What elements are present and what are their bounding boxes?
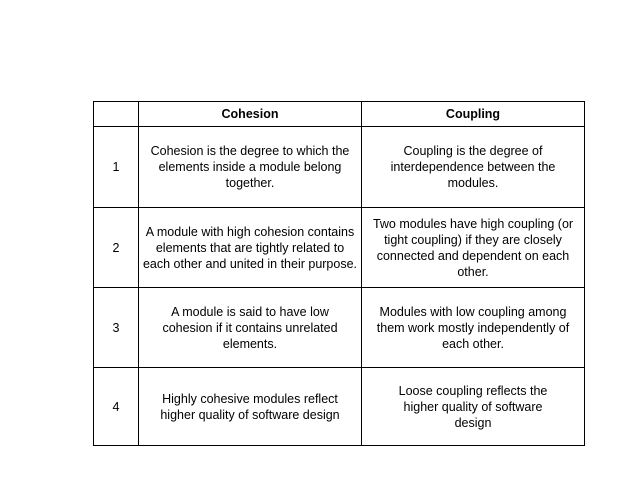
coupling-text: Loose coupling reflects the higher quality of software design [398, 383, 548, 430]
cohesion-cell [139, 288, 362, 368]
row-number: 3 [94, 288, 139, 368]
header-row [94, 102, 585, 127]
cohesion-text: A module is said to have low cohesion if it contains unrelated elements. [162, 304, 338, 351]
table-row [94, 368, 585, 446]
coupling-cell [362, 127, 585, 208]
row-number: 1 [94, 127, 139, 208]
coupling-text: Two modules have high coupling (or tight coupling) if they are closely connected and dependent on each other. [372, 216, 574, 279]
coupling-text: Modules with low coupling among them work mostly independently of each other. [376, 304, 570, 351]
cohesion-text: Cohesion is the degree to which the elements inside a module belong together. [150, 144, 350, 190]
row-number: 2 [94, 208, 139, 288]
coupling-cell [362, 208, 585, 288]
cohesion-cell [139, 368, 362, 446]
table-row [94, 208, 585, 288]
header-coupling: Coupling [362, 102, 585, 127]
header-number-cell [94, 102, 139, 127]
cohesion-text: A module with high cohesion contains elements that are tightly related to each other and united in their purpose. [142, 224, 358, 271]
comparison-table [93, 101, 585, 446]
coupling-cell [362, 368, 585, 446]
header-cohesion: Cohesion [139, 102, 362, 127]
cohesion-cell [139, 208, 362, 288]
cohesion-cell [139, 127, 362, 208]
cohesion-text: Highly cohesive modules reflect higher quality of software design [160, 391, 340, 422]
row-number: 4 [94, 368, 139, 446]
table-row [94, 288, 585, 368]
coupling-cell [362, 288, 585, 368]
coupling-text: Coupling is the degree of interdependence between the modules. [390, 144, 556, 190]
table-row [94, 127, 585, 208]
